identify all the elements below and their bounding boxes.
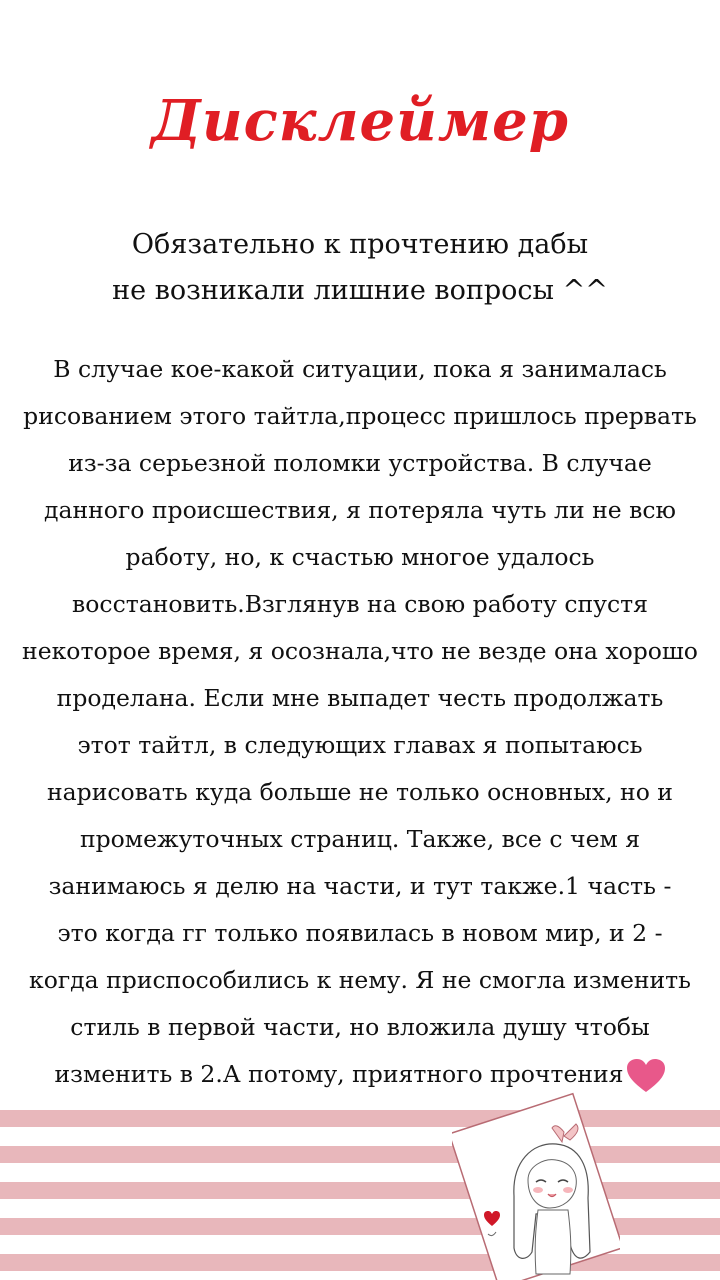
body-line: когда приспособились к нему. Я не смогла изменить [29, 966, 691, 994]
body-line: из-за серьезной поломки устройства. В случае [68, 449, 652, 477]
body-line: данного происшествия, я потеряла чуть ли не всю [43, 496, 676, 524]
body-line: нарисовать куда больше не только основных, но и [47, 778, 673, 806]
body-line: некоторое время, я осознала,что не везде она хорошо [22, 637, 698, 665]
chibi-girl-illustration [452, 1084, 620, 1280]
body-line: изменить в 2.А потому, приятного прочтения [54, 1060, 624, 1088]
body-line: промежуточных страниц. Также, все с чем я [79, 825, 641, 853]
heart-icon [626, 1058, 666, 1094]
subtitle [0, 222, 720, 314]
disclaimer-body [6, 346, 714, 1098]
body-line: это когда гг только появилась в новом мир, и 2 - [57, 919, 663, 947]
body-line: рисованием этого тайтла,процесс пришлось прервать [23, 402, 697, 430]
body-line: восстановить.Взглянув на свою работу спустя [72, 590, 648, 618]
body-line: работу, но, к счастью многое удалось [125, 543, 595, 571]
body-line: этот тайтл, в следующих главах я попытаюсь [77, 731, 643, 759]
body-line: В случае кое-какой ситуации, пока я занималась [53, 355, 667, 383]
body-line: проделана. Если мне выпадет честь продолжать [56, 684, 664, 712]
subtitle-line-1: Обязательно к прочтению дабы [131, 229, 589, 260]
body-line: занимаюсь я делю на части, и тут также.1 часть - [48, 872, 672, 900]
page-title: Дисклеймер [151, 88, 569, 154]
body-line: стиль в первой части, но вложила душу чтобы [70, 1013, 650, 1041]
subtitle-line-2: не возникали лишние вопросы ^^ [112, 275, 608, 306]
